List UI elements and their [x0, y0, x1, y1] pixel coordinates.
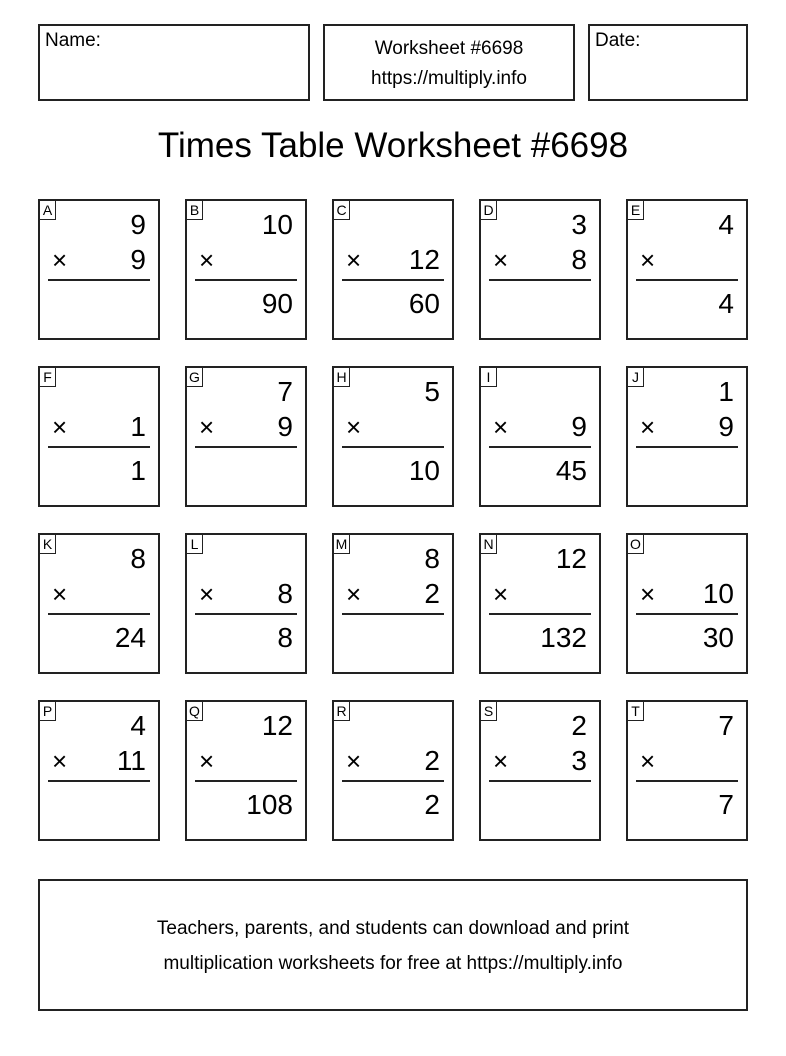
answer-rule — [636, 446, 738, 448]
times-sign: × — [52, 245, 68, 275]
answer-rule — [48, 613, 150, 615]
problem-card — [332, 366, 454, 507]
name-field[interactable] — [38, 24, 310, 101]
product: 30 — [702, 622, 734, 653]
problem-card — [479, 700, 601, 841]
times-sign: × — [199, 579, 215, 609]
date-field[interactable] — [588, 24, 748, 101]
product: 24 — [114, 622, 146, 653]
problem-letter: M — [333, 534, 350, 554]
times-sign: × — [493, 579, 509, 609]
worksheet-number: Worksheet #6698 — [374, 38, 524, 59]
problem-letter: T — [627, 701, 644, 721]
product: 108 — [246, 789, 293, 820]
answer-rule — [489, 613, 591, 615]
multiplicand: 10 — [261, 209, 293, 240]
multiplicand: 12 — [261, 710, 293, 741]
product: 8 — [277, 622, 293, 653]
product: 4 — [718, 288, 734, 319]
answer-rule — [636, 780, 738, 782]
footer-line-1: Teachers, parents, and students can download and print — [156, 918, 630, 939]
multiplier: 10 — [702, 578, 734, 609]
problem-letter: G — [186, 367, 203, 387]
problem-letter: H — [333, 367, 350, 387]
times-sign: × — [52, 412, 68, 442]
problem-letter: Q — [186, 701, 203, 721]
multiplicand: 7 — [277, 376, 293, 407]
times-sign: × — [493, 245, 509, 275]
problem-card — [185, 700, 307, 841]
product: 45 — [555, 455, 587, 486]
date-label: Date: — [595, 30, 641, 51]
problem-letter: C — [333, 200, 350, 220]
problem-card — [479, 366, 601, 507]
answer-rule — [195, 613, 297, 615]
problem-letter: D — [480, 200, 497, 220]
product: 10 — [408, 455, 440, 486]
problem-letter: L — [186, 534, 203, 554]
problem-letter: O — [627, 534, 644, 554]
problem-letter: R — [333, 701, 350, 721]
multiplicand: 4 — [130, 710, 146, 741]
problem-card — [332, 700, 454, 841]
times-sign: × — [199, 746, 215, 776]
answer-rule — [342, 446, 444, 448]
problem-letter: J — [627, 367, 644, 387]
times-sign: × — [346, 245, 362, 275]
multiplier: 9 — [718, 411, 734, 442]
multiplier: 3 — [571, 745, 587, 776]
multiplier: 11 — [116, 745, 146, 776]
problem-letter: P — [39, 701, 56, 721]
problem-card — [479, 199, 601, 340]
multiplier: 1 — [130, 411, 146, 442]
times-sign: × — [52, 579, 68, 609]
problem-card — [185, 199, 307, 340]
times-sign: × — [199, 245, 215, 275]
product: 90 — [261, 288, 293, 319]
problem-card — [38, 533, 160, 674]
problem-card — [626, 700, 748, 841]
problem-card — [626, 199, 748, 340]
answer-rule — [48, 446, 150, 448]
page-title: Times Table Worksheet #6698 — [157, 126, 629, 165]
answer-rule — [195, 446, 297, 448]
multiplicand: 8 — [424, 543, 440, 574]
times-sign: × — [346, 579, 362, 609]
multiplier: 8 — [277, 578, 293, 609]
problem-card — [38, 199, 160, 340]
times-sign: × — [346, 746, 362, 776]
problem-card — [626, 366, 748, 507]
problem-letter: F — [39, 367, 56, 387]
times-sign: × — [640, 412, 656, 442]
worksheet-url: https://multiply.info — [371, 68, 527, 89]
multiplicand: 7 — [718, 710, 734, 741]
multiplicand: 9 — [130, 209, 146, 240]
answer-rule — [342, 780, 444, 782]
answer-rule — [48, 780, 150, 782]
times-sign: × — [493, 746, 509, 776]
problem-letter: A — [39, 200, 56, 220]
multiplier: 9 — [571, 411, 587, 442]
multiplier: 2 — [424, 578, 440, 609]
multiplicand: 4 — [718, 209, 734, 240]
answer-rule — [489, 279, 591, 281]
multiplier: 9 — [130, 244, 146, 275]
times-sign: × — [346, 412, 362, 442]
multiplicand: 8 — [130, 543, 146, 574]
multiplicand: 3 — [571, 209, 587, 240]
footer-box — [38, 879, 748, 1011]
product: 60 — [408, 288, 440, 319]
product: 132 — [540, 622, 587, 653]
product: 2 — [424, 789, 440, 820]
multiplier: 2 — [424, 745, 440, 776]
answer-rule — [195, 780, 297, 782]
problem-card — [479, 533, 601, 674]
answer-rule — [489, 780, 591, 782]
problem-letter: B — [186, 200, 203, 220]
answer-rule — [48, 279, 150, 281]
answer-rule — [342, 279, 444, 281]
problem-card — [626, 533, 748, 674]
footer-line-2: multiplication worksheets for free at https://multiply.info — [163, 953, 623, 974]
multiplicand: 2 — [571, 710, 587, 741]
times-sign: × — [640, 245, 656, 275]
product: 1 — [130, 455, 146, 486]
times-sign: × — [640, 579, 656, 609]
name-label: Name: — [45, 30, 101, 51]
multiplicand: 5 — [424, 376, 440, 407]
times-sign: × — [199, 412, 215, 442]
multiplier: 8 — [571, 244, 587, 275]
answer-rule — [636, 613, 738, 615]
problem-card — [38, 700, 160, 841]
multiplicand: 12 — [555, 543, 587, 574]
problem-letter: S — [480, 701, 497, 721]
product: 7 — [718, 789, 734, 820]
problem-letter: E — [627, 200, 644, 220]
problem-card — [332, 199, 454, 340]
problem-letter: I — [480, 367, 497, 387]
multiplier: 9 — [277, 411, 293, 442]
times-sign: × — [52, 746, 68, 776]
problem-card — [332, 533, 454, 674]
problem-letter: N — [480, 534, 497, 554]
multiplicand: 1 — [718, 376, 734, 407]
multiplier: 12 — [408, 244, 440, 275]
times-sign: × — [493, 412, 509, 442]
worksheet-info-box — [323, 24, 575, 101]
problem-card — [185, 366, 307, 507]
times-sign: × — [640, 746, 656, 776]
answer-rule — [489, 446, 591, 448]
problem-letter: K — [39, 534, 56, 554]
answer-rule — [342, 613, 444, 615]
answer-rule — [195, 279, 297, 281]
answer-rule — [636, 279, 738, 281]
problem-card — [185, 533, 307, 674]
problem-card — [38, 366, 160, 507]
